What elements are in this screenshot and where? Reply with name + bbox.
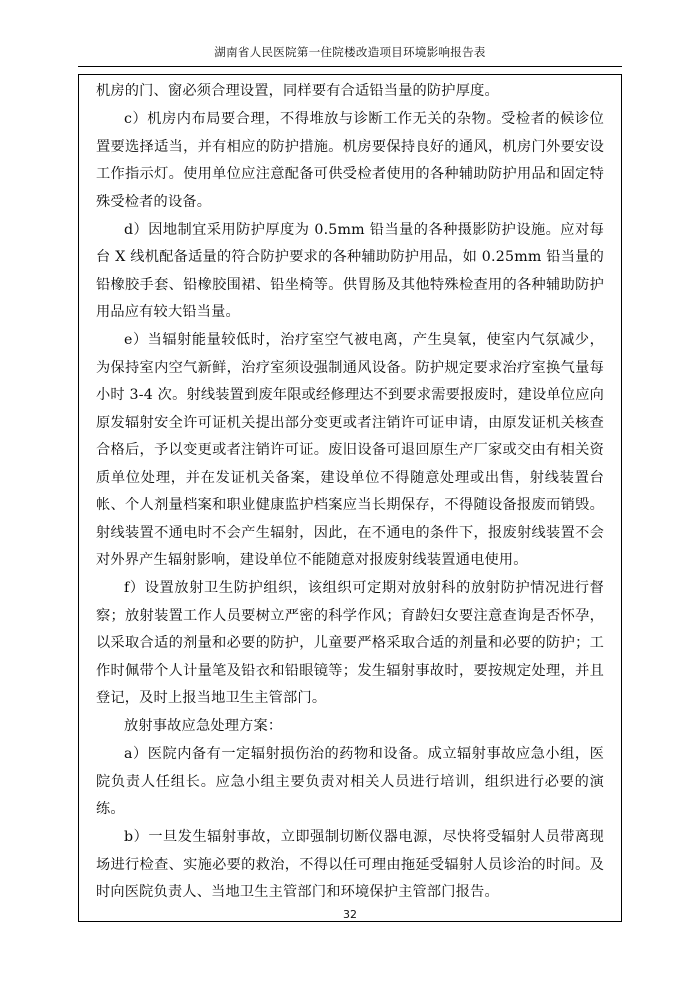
paragraph-f: f）设置放射卫生防护组织，该组织可定期对放射科的放射防护情况进行督察；放射装置工作人员要树立严密的科学作风；育龄妇女要注意查询是否怀孕，以采取合适的剂量和必要的防护，儿童要严格采取合适的剂量和必要的防护；工作时佩带个人计量笔及铅衣和铅眼镜等；发生辐射事故时，要按规定处理，并且登记，及时上报当地卫生主管部门。 — [96, 580, 604, 706]
paragraph-c: c）机房内布局要合理，不得堆放与诊断工作无关的杂物。受检者的候诊位置要选择适当，并有相应的防护措施。机房要保持良好的通风，机房门外要安设工作指示灯。使用单位应注意配备可供受检者使用的各种辅助防护用品和固定特殊受检者的设备。 — [96, 111, 604, 210]
paragraph-e: e）当辐射能量较低时，治疗室空气被电离，产生臭氧，使室内气氛减少，为保持室内空气新鲜，治疗室须设强制通风设备。防护规定要求治疗室换气量每小时 3-4 次。射线装置到废年限或经修理达不到要求需要报废时，建设单位应向原发辐射安全许可证机关提出部分变更或者注销许可证申请，由原发证机关核查合格后，予以变更或者注销许可证。废旧设备可退回原生产厂家或交由有相关资质单位处理，并在发证机关备案，建设单位不得随意处理或出售，射线装置台帐、个人剂量档案和职业健康监护档案应当长期保存，不得随设备报废而销毁。射线装置不通电时不会产生辐射，因此，在不通电的条件下，报废射线装置不会对外界产生辐射影响，建设单位不能随意对报废射线装置通电使用。 — [96, 332, 604, 568]
header-divider — [78, 66, 622, 67]
paragraph-continued: 机房的门、窗必须合理设置，同样要有合适铅当量的防护厚度。 — [96, 83, 499, 99]
paragraph-b2: b）一旦发生辐射事故，立即强制切断仪器电源，尽快将受辐射人员带离现场进行检查、实施必要的救治，不得以任可理由拖延受辐射人员诊治的时间。及时向医院负责人、当地卫生主管部门和环境保护主管部门报告。 — [96, 829, 604, 900]
paragraph-emergency-plan-title: 放射事故应急处理方案： — [124, 718, 283, 734]
paragraph-a2: a）医院内备有一定辐射损伤治的药物和设备。成立辐射事故应急小组，医院负责人任组长。应急小组主要负责对相关人员进行培训，组织进行必要的演练。 — [96, 746, 604, 817]
paragraph-d: d）因地制宜采用防护厚度为 0.5mm 铅当量的各种摄影防护设施。应对每台 X 线机配备适量的符合防护要求的各种辅助防护用品，如 0.25mm 铅当量的铅橡胶手套、铅橡胶围裙、铅坐椅等。供胃肠及其他特殊检查用的各种辅助防护用品应有较大铅当量。 — [96, 221, 604, 320]
page-header-title: 湖南省人民医院第一住院楼改造项目环境影响报告表 — [214, 45, 486, 59]
document-body — [86, 78, 614, 907]
page-number: 32 — [343, 908, 357, 921]
